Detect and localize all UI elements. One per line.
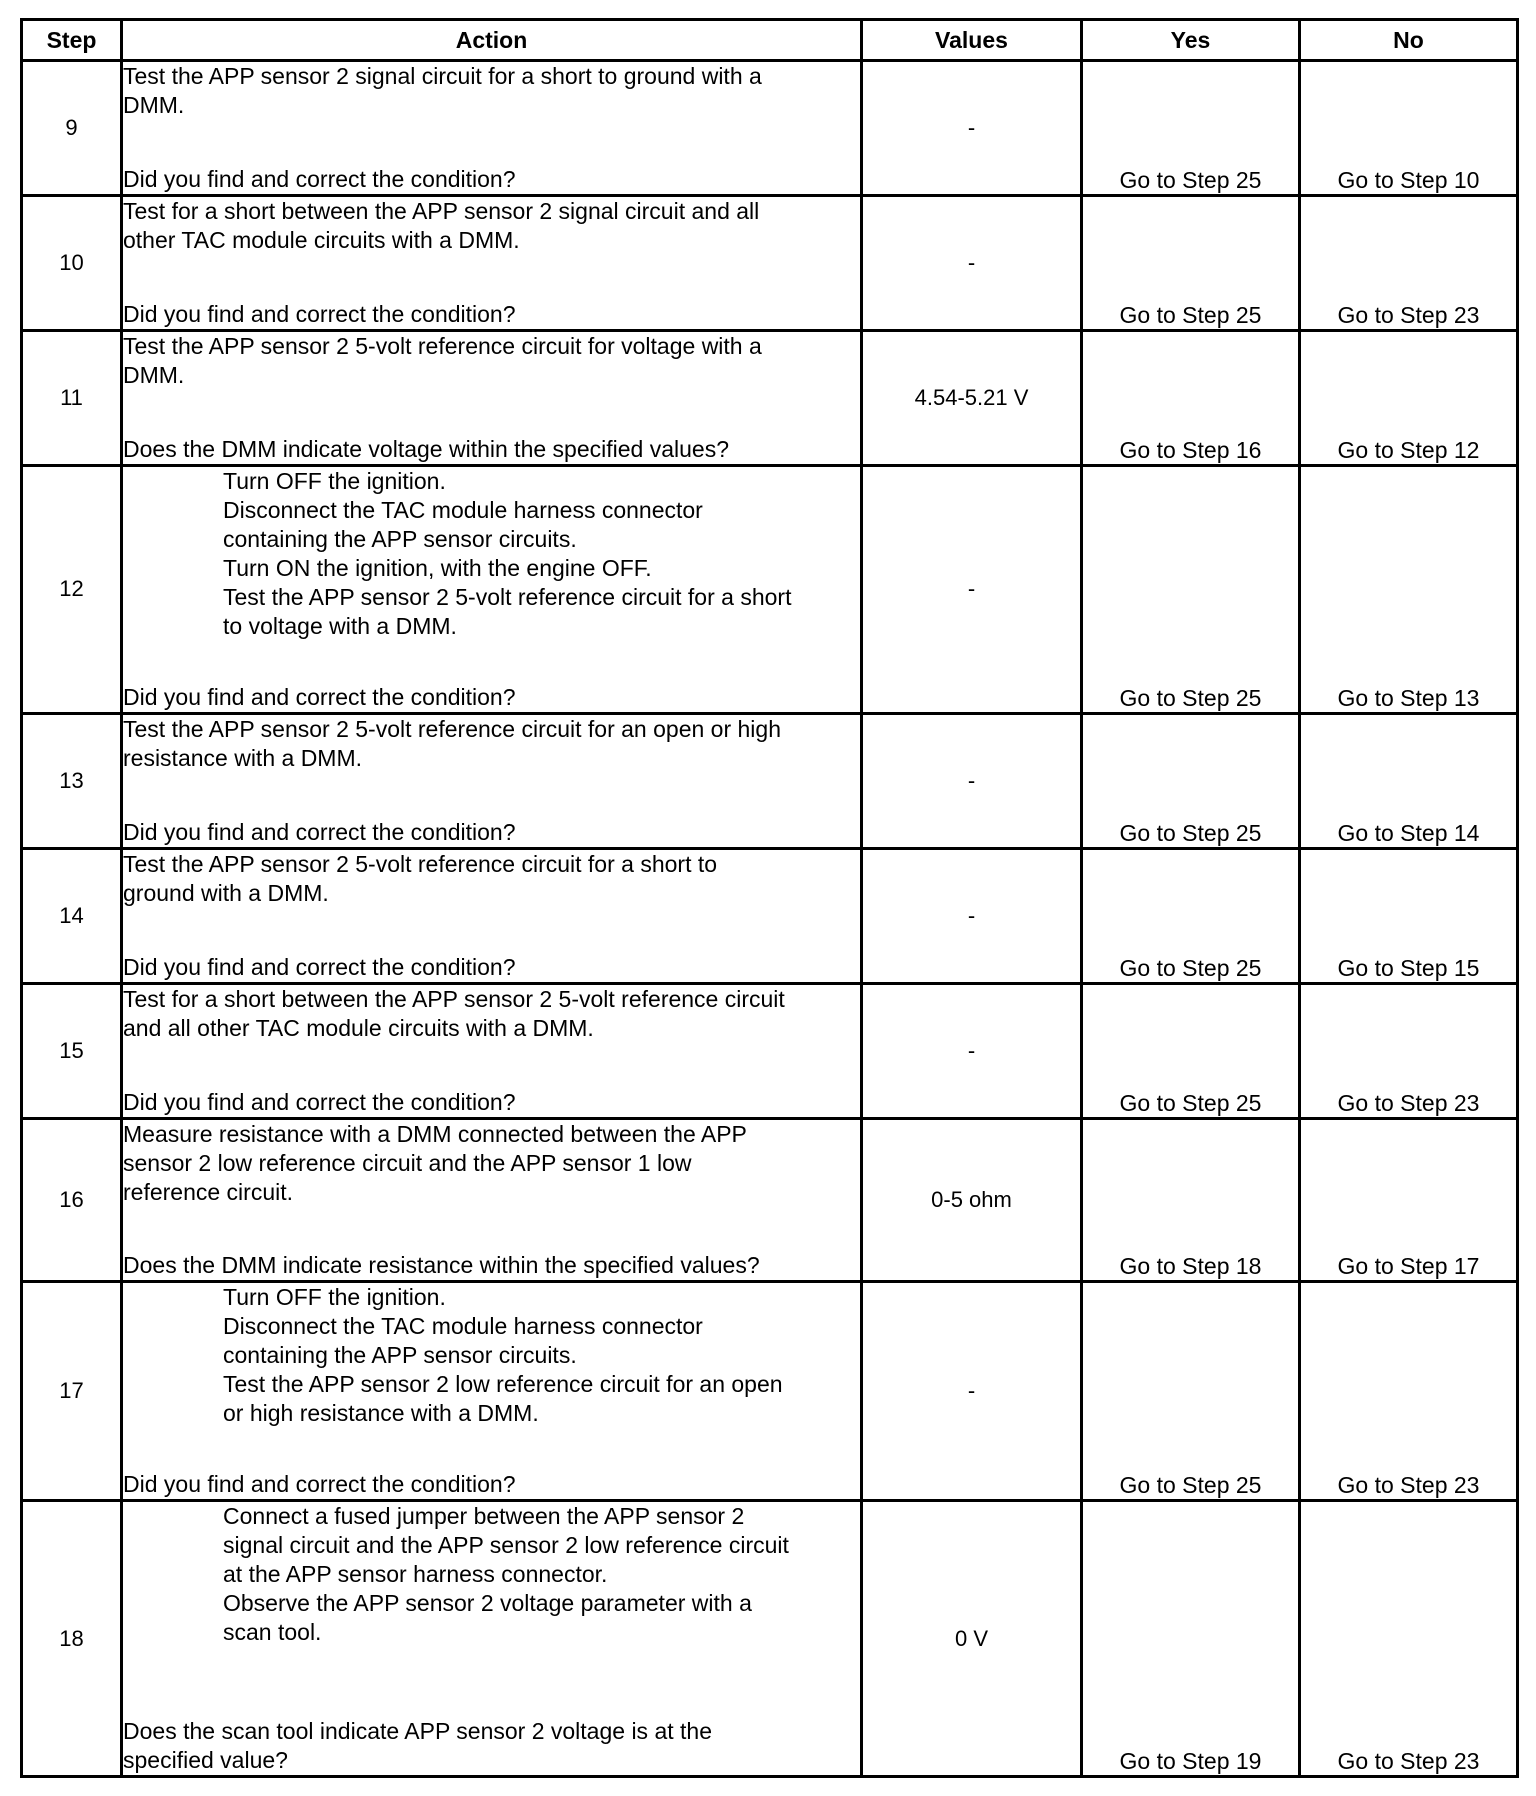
yes-cell: Go to Step 19 (1082, 1501, 1300, 1777)
header-yes: Yes (1082, 20, 1300, 61)
table-row (22, 848, 1518, 983)
action-text: Turn OFF the ignition. Disconnect the TAC module harness connector containing the APP sensor circuits. Turn ON the ignition, with the engine OFF. Test the APP sensor 2 5-volt reference circuit for a short to voltage with a DMM. (223, 468, 792, 640)
action-cell (122, 983, 862, 1118)
step-number: 10 (22, 196, 122, 331)
action-question: Does the scan tool indicate APP sensor 2 voltage is at the specified value? (123, 1718, 712, 1773)
action-cell (122, 1281, 862, 1500)
action-cell (122, 466, 862, 714)
step-number: 16 (22, 1118, 122, 1281)
table-row (22, 1281, 1518, 1500)
no-cell: Go to Step 23 (1300, 196, 1518, 331)
yes-cell: Go to Step 25 (1082, 1281, 1300, 1500)
value-cell: - (862, 983, 1082, 1118)
header-step: Step (22, 20, 122, 61)
action-text: Connect a fused jumper between the APP sensor 2 signal circuit and the APP sensor 2 low reference circuit at the APP sensor harness connector. Observe the APP sensor 2 voltage parameter with a scan tool. (223, 1503, 789, 1646)
no-cell: Go to Step 23 (1300, 1281, 1518, 1500)
action-question: Did you find and correct the condition? (123, 683, 516, 710)
value-cell: - (862, 713, 1082, 848)
action-text: Test the APP sensor 2 5-volt reference circuit for voltage with a DMM. (123, 333, 762, 389)
table-row (22, 1118, 1518, 1281)
no-cell: Go to Step 23 (1300, 983, 1518, 1118)
no-cell: Go to Step 13 (1300, 466, 1518, 714)
yes-cell: Go to Step 25 (1082, 196, 1300, 331)
step-number: 13 (22, 713, 122, 848)
action-cell (122, 61, 862, 196)
value-cell: - (862, 196, 1082, 331)
action-cell (122, 1501, 862, 1777)
action-question: Did you find and correct the condition? (123, 1471, 516, 1498)
value-cell: - (862, 466, 1082, 714)
step-number: 11 (22, 331, 122, 466)
no-cell: Go to Step 10 (1300, 61, 1518, 196)
yes-cell: Go to Step 25 (1082, 61, 1300, 196)
action-text: Test for a short between the APP sensor 2 5-volt reference circuit and all other TAC module circuits with a DMM. (123, 985, 785, 1041)
header-row (22, 20, 1518, 61)
action-text: Measure resistance with a DMM connected between the APP sensor 2 low reference circuit and the APP sensor 1 low reference circuit. (123, 1120, 747, 1205)
yes-cell: Go to Step 16 (1082, 331, 1300, 466)
header-values: Values (862, 20, 1082, 61)
no-cell: Go to Step 23 (1300, 1501, 1518, 1777)
step-number: 12 (22, 466, 122, 714)
action-question: Did you find and correct the condition? (123, 166, 516, 193)
table-row (22, 196, 1518, 331)
step-number: 14 (22, 848, 122, 983)
no-cell: Go to Step 15 (1300, 848, 1518, 983)
action-question: Did you find and correct the condition? (123, 818, 516, 845)
no-cell: Go to Step 12 (1300, 331, 1518, 466)
step-number: 9 (22, 61, 122, 196)
yes-cell: Go to Step 25 (1082, 848, 1300, 983)
value-cell: - (862, 848, 1082, 983)
action-text: Test the APP sensor 2 5-volt reference circuit for an open or high resistance with a DMM. (123, 715, 781, 771)
yes-cell: Go to Step 25 (1082, 713, 1300, 848)
table-row (22, 983, 1518, 1118)
value-cell: 0-5 ohm (862, 1118, 1082, 1281)
value-cell: 4.54-5.21 V (862, 331, 1082, 466)
action-question: Does the DMM indicate resistance within the specified values? (123, 1251, 760, 1278)
action-text: Test the APP sensor 2 signal circuit for a short to ground with a DMM. (123, 63, 762, 118)
table-row (22, 331, 1518, 466)
yes-cell: Go to Step 18 (1082, 1118, 1300, 1281)
table-row (22, 1501, 1518, 1777)
table-row (22, 713, 1518, 848)
action-question: Did you find and correct the condition? (123, 1088, 516, 1115)
value-cell: 0 V (862, 1501, 1082, 1777)
yes-cell: Go to Step 25 (1082, 466, 1300, 714)
action-question: Does the DMM indicate voltage within the specified values? (123, 436, 729, 463)
action-text: Test for a short between the APP sensor 2 signal circuit and all other TAC module circuits with a DMM. (123, 198, 760, 254)
action-cell (122, 713, 862, 848)
action-cell (122, 848, 862, 983)
yes-cell: Go to Step 25 (1082, 983, 1300, 1118)
action-cell (122, 196, 862, 331)
action-text: Test the APP sensor 2 5-volt reference circuit for a short to ground with a DMM. (123, 850, 718, 906)
no-cell: Go to Step 17 (1300, 1118, 1518, 1281)
action-question: Did you find and correct the condition? (123, 953, 516, 980)
diagnostic-table (20, 18, 1519, 1778)
header-action: Action (122, 20, 862, 61)
action-cell (122, 331, 862, 466)
action-text: Turn OFF the ignition. Disconnect the TAC module harness connector containing the APP sensor circuits. Test the APP sensor 2 low reference circuit for an open or high resistance with a DMM. (223, 1283, 783, 1426)
step-number: 18 (22, 1501, 122, 1777)
value-cell: - (862, 1281, 1082, 1500)
action-question: Did you find and correct the condition? (123, 301, 516, 328)
table-row (22, 61, 1518, 196)
step-number: 15 (22, 983, 122, 1118)
header-no: No (1300, 20, 1518, 61)
value-cell: - (862, 61, 1082, 196)
action-cell (122, 1118, 862, 1281)
step-number: 17 (22, 1281, 122, 1500)
no-cell: Go to Step 14 (1300, 713, 1518, 848)
table-row (22, 466, 1518, 714)
